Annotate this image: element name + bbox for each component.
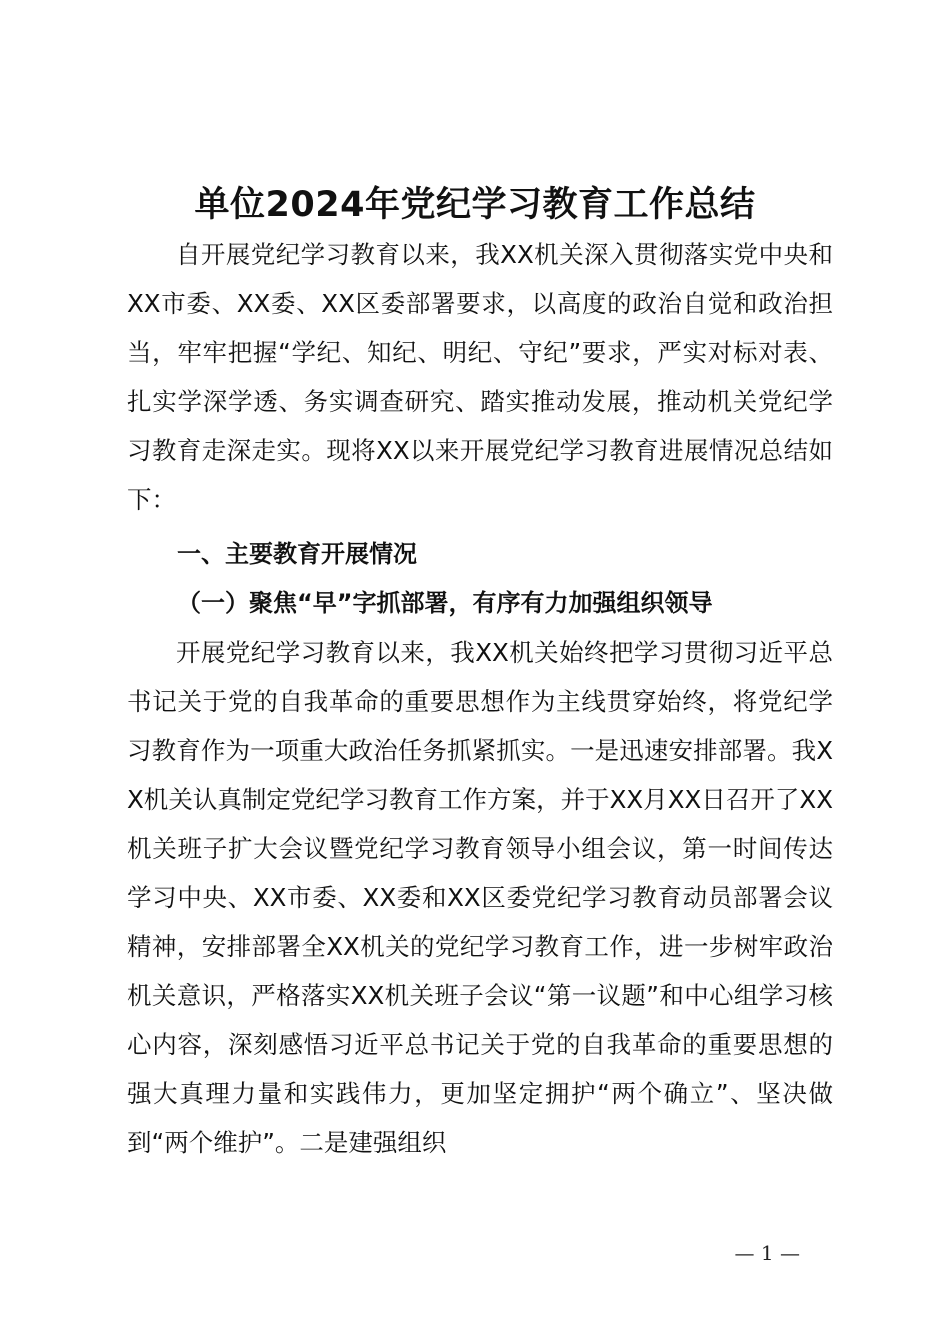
section-heading: 一、主要教育开展情况 bbox=[177, 540, 417, 568]
body-paragraph: 开展党纪学习教育以来，我XX机关始终把学习贯彻习近平总书记关于党的自我革命的重要思想作为主线贯穿始终，将党纪学习教育作为一项重大政治任务抓紧抓实。一是迅速安排部署。我XX机关认真制定党纪学习教育工作方案，并于XX月XX日召开了XX机关班子扩大会议暨党纪学习教育领导小组会议，第一时间传达学习中央、XX市委、XX委和XX区委党纪学习教育动员部署会议精神，安排部署全XX机关的党纪学习教育工作，进一步树牢政治机关意识，严格落实XX机关班子会议“第一议题”和中心组学习核心内容，深刻感悟习近平总书记关于党的自我革命的重要思想的强大真理力量和实践伟力，更加坚定拥护“两个确立”、坚决做到“两个维护”。二是建强组织 bbox=[127, 638, 833, 1157]
intro-paragraph: 自开展党纪学习教育以来，我XX机关深入贯彻落实党中央和XX市委、XX委、XX区委部署要求，以高度的政治自觉和政治担当，牢牢把握“学纪、知纪、明纪、守纪”要求，严实对标对表、扎实学深学透、务实调查研究、踏实推动发展，推动机关党纪学习教育走深走实。现将XX以来开展党纪学习教育进展情况总结如下： bbox=[127, 240, 833, 514]
subsection-heading: （一）聚焦“早”字抓部署，有序有力加强组织领导 bbox=[177, 589, 713, 617]
document-title: 单位2024年党纪学习教育工作总结 bbox=[194, 185, 756, 225]
page-number: — 1 — bbox=[734, 1241, 800, 1265]
